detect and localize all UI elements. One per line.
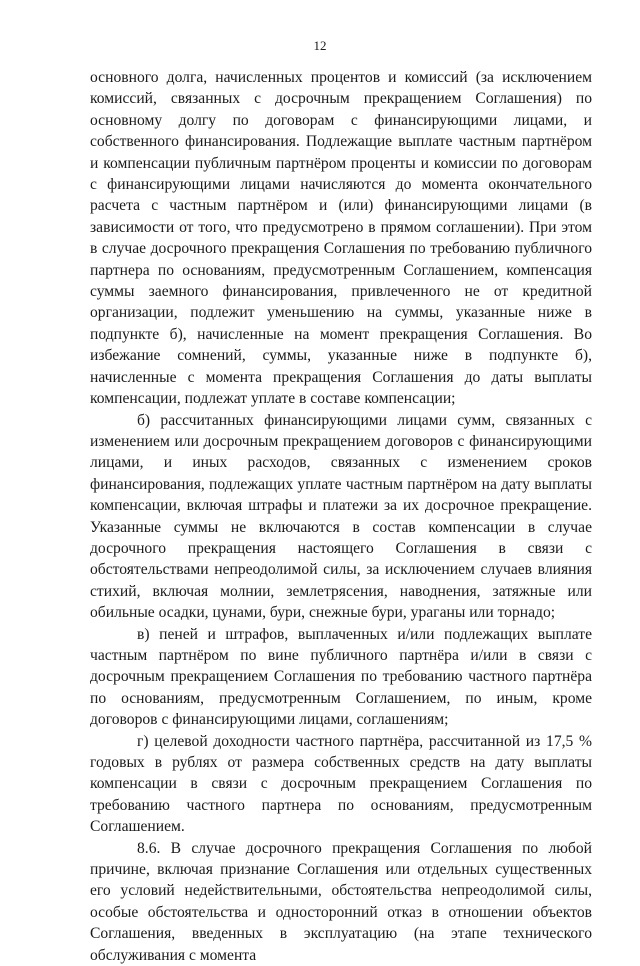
paragraph-subpoint-b: б) рассчитанных финансирующими лицами сумм, связанных с изменением или досрочным прекращением договоров с финансирующими лицами, и иных расходов, связанных с изменением сроков финансирования, подлежащих уплате частным партнёром на дату выплаты компенсации, включая штрафы и платежи за их досрочное прекращение. Указанные суммы не включаются в состав компенсации в случае досрочного прекращения настоящего Соглашения в связи с обстоятельствами непреодолимой силы, за исключением случаев влияния стихий, включая молнии, землетрясения, наводнения, затяжные или обильные осадки, цунами, бури, снежные бури, ураганы или торнадо;: [90, 411, 592, 622]
document-body: [90, 67, 592, 966]
paragraph-subpoint-g: г) целевой доходности частного партнёра, рассчитанной из 17,5 % годовых в рублях от размера собственных средств на дату выплаты компенсации в связи с досрочным прекращением Соглашения по требованию частного партнера по основаниям, предусмотренным Соглашением.: [90, 732, 592, 836]
paragraph-subpoint-v: в) пеней и штрафов, выплаченных и/или подлежащих выплате частным партнёром по вине публичного партнёра и/или в связи с досрочным прекращением Соглашения по требованию частного партнёра по основаниям, предусмотренным Соглашением, по иным, кроме договоров с финансирующими лицами, соглашениям;: [90, 625, 592, 729]
paragraph-continuation: основного долга, начисленных процентов и комиссий (за исключением комиссий, связанных с досрочным прекращением Соглашения) по основному долгу по договорам с финансирующими лицами, и собственного финансирования. Подлежащие выплате частным партнёром и компенсации публичным партнёром проценты и комиссии по договорам с финансирующими лицами начисляются до момента окончательного расчета с частным партнёром и (или) финансирующими лицами (в зависимости от того, что предусмотрено в прямом соглашении). При этом в случае досрочного прекращения Соглашения по требованию публичного партнера по основаниям, предусмотренным Соглашением, компенсация суммы заемного финансирования, привлеченного не от кредитной организации, подлежит уменьшению на суммы, указанные ниже в подпункте б), начисленные на момент прекращения Соглашения. Во избежание сомнений, суммы, указанные ниже в подпункте б), начисленные с момента прекращения Соглашения до даты выплаты компенсации, подлежат уплате в составе компенсации;: [90, 69, 592, 408]
paragraph-clause-8-6: 8.6. В случае досрочного прекращения Соглашения по любой причине, включая признание Соглашения или отдельных существенных его условий недействительными, обстоятельства непреодолимой силы, особые обстоятельства и односторонний отказ в отношении объектов Соглашения, введенных в эксплуатацию (на этапе технического обслуживания с момента: [90, 839, 592, 964]
page-number: 12: [313, 38, 327, 53]
